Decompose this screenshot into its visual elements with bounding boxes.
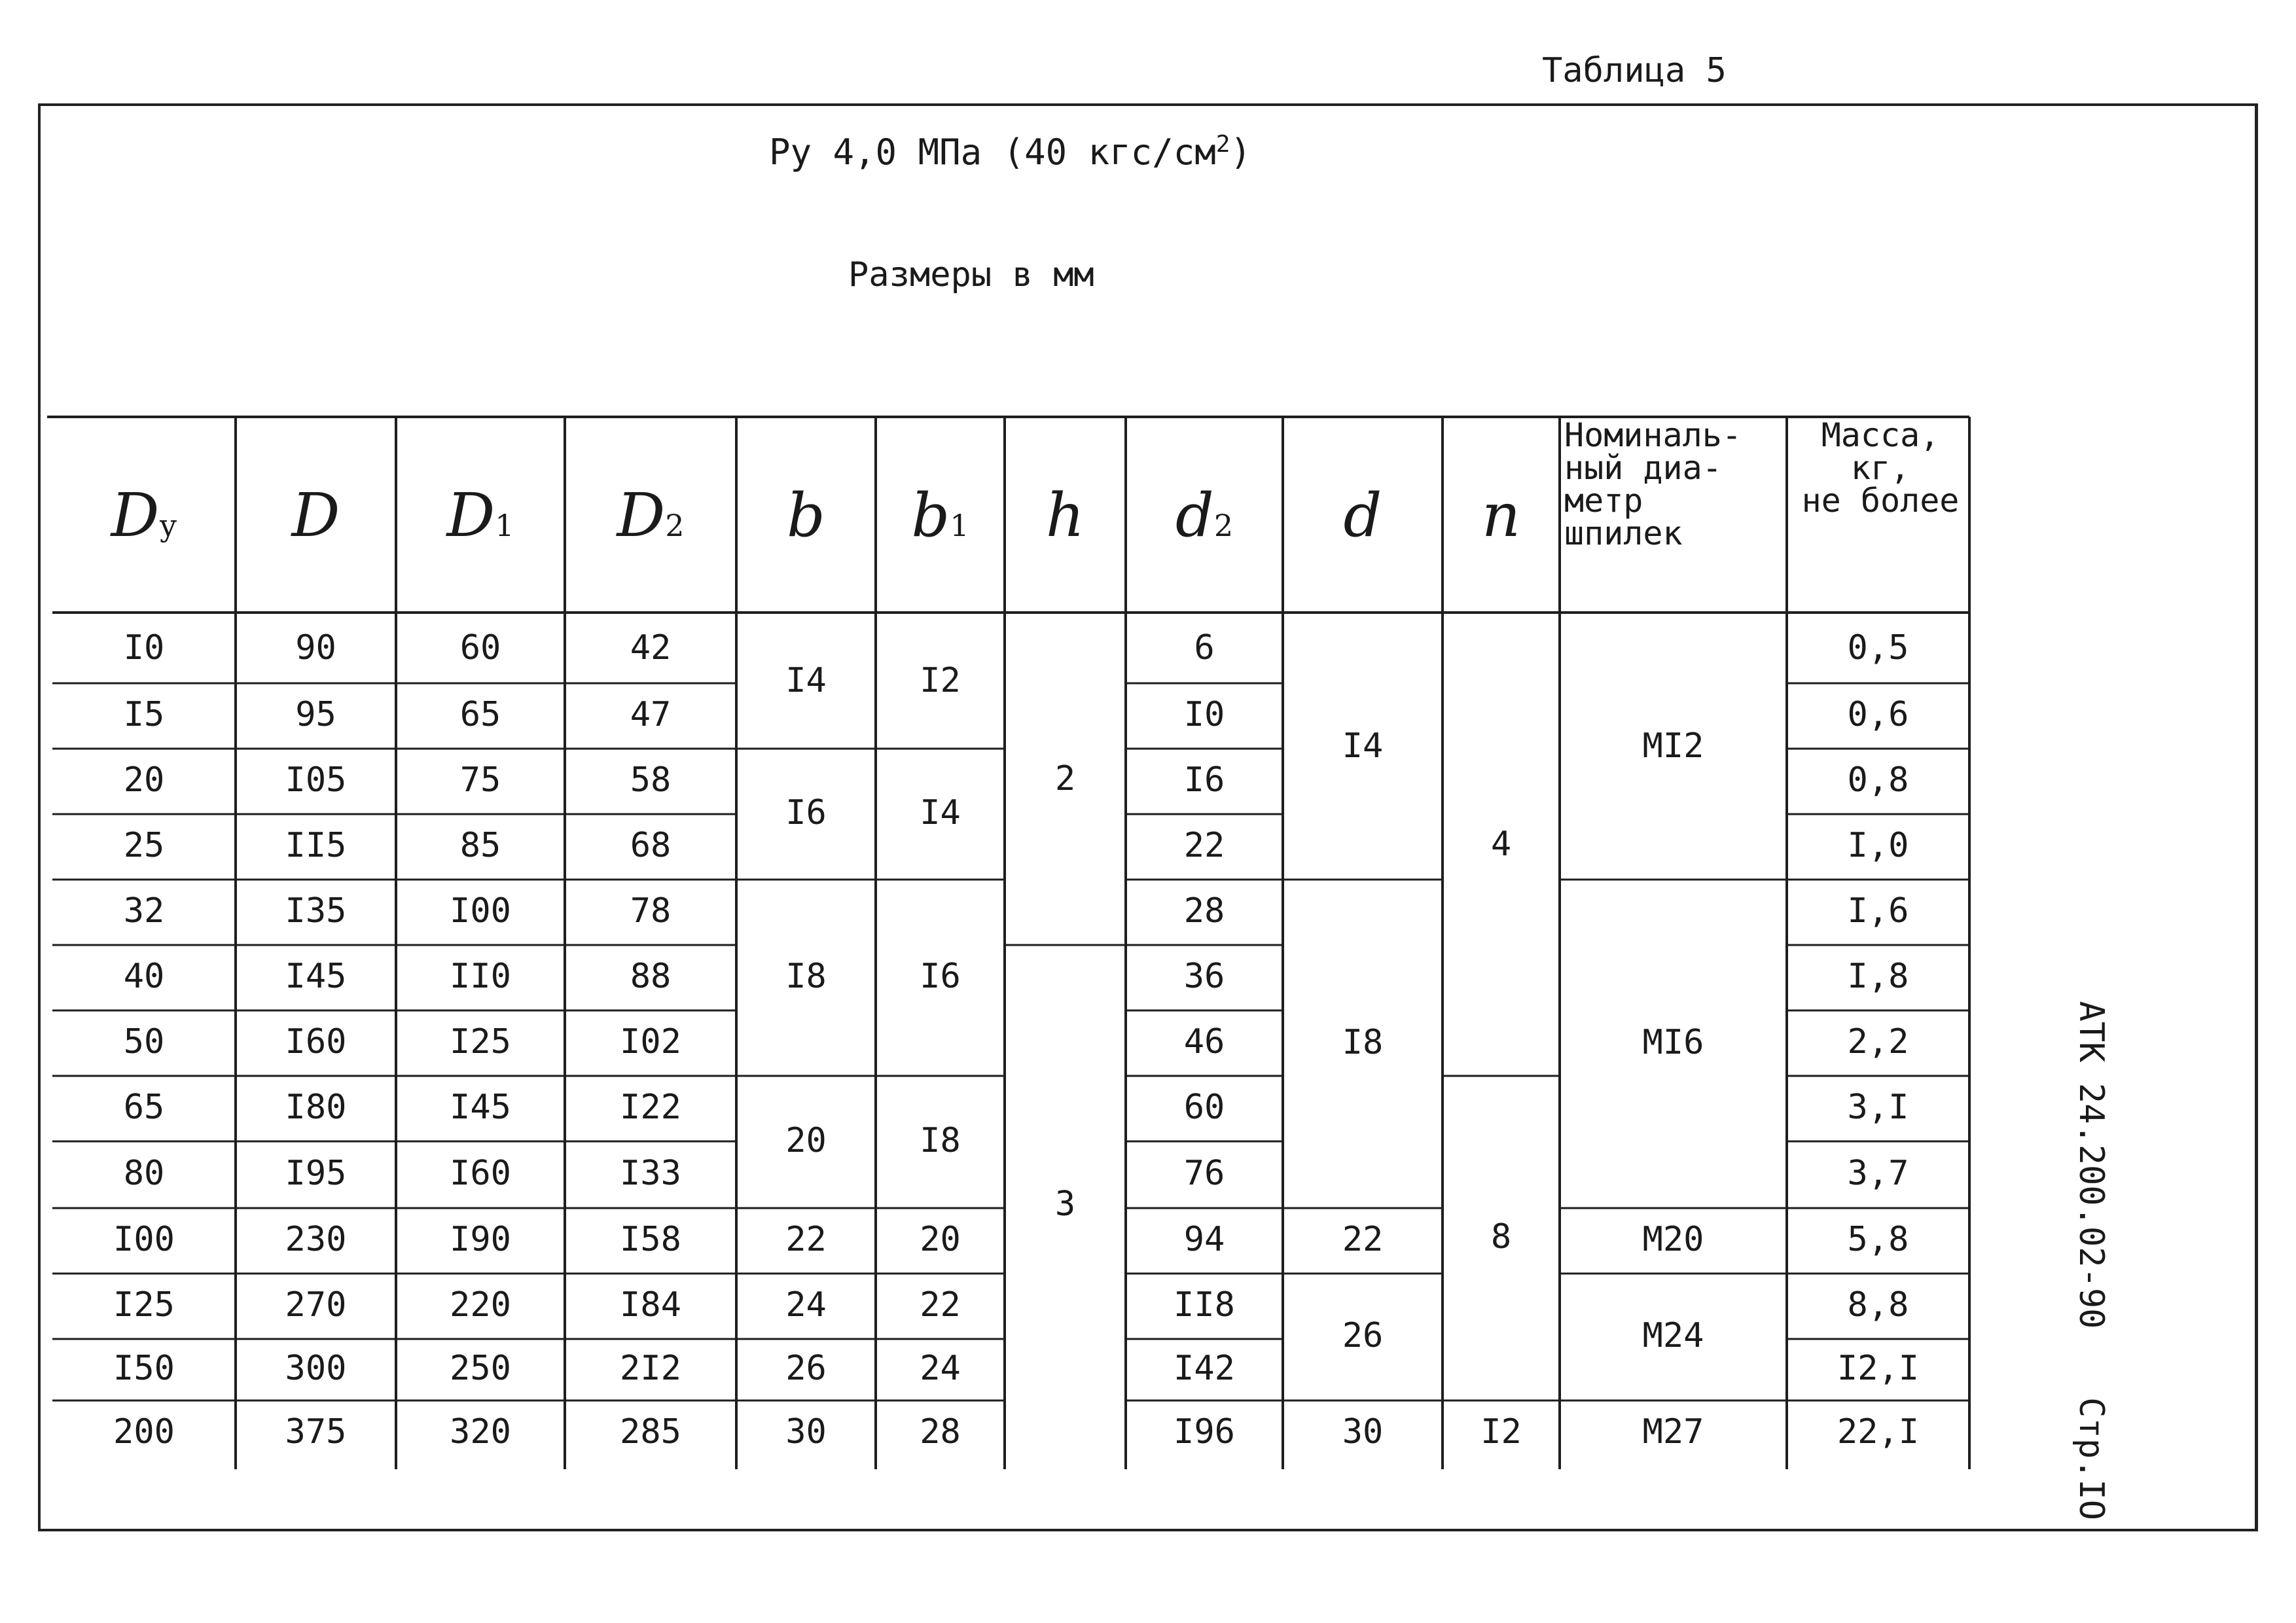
cell-d1: I60 bbox=[450, 1154, 511, 1193]
cell-dy: I25 bbox=[113, 1285, 175, 1325]
cell-dy: I0 bbox=[123, 628, 165, 668]
cell-stud: M27 bbox=[1642, 1412, 1704, 1452]
cell-stud: MI2 bbox=[1642, 726, 1704, 766]
cell-d2: 78 bbox=[630, 891, 672, 931]
cell-d1: I90 bbox=[450, 1220, 511, 1259]
header-d2-small: d2 bbox=[1175, 480, 1234, 550]
cell-b: 24 bbox=[785, 1285, 827, 1325]
cell-d2: 88 bbox=[630, 957, 672, 996]
header-d-outer: D bbox=[291, 480, 340, 550]
cell-mass: 0,8 bbox=[1847, 760, 1909, 800]
cell-d-outer: I60 bbox=[285, 1022, 347, 1061]
cell-d2-small: 60 bbox=[1183, 1088, 1225, 1127]
cell-mass: 0,6 bbox=[1847, 695, 1909, 734]
cell-d1: I00 bbox=[450, 891, 511, 931]
pressure-title: Ру 4,0 МПа (40 кгс/$см^2$) bbox=[769, 131, 1251, 173]
cell-h: 2 bbox=[1054, 759, 1076, 798]
cell-b1: I2 bbox=[920, 661, 961, 700]
cell-mass: 8,8 bbox=[1847, 1285, 1909, 1325]
cell-d2-small: 28 bbox=[1183, 891, 1225, 931]
header-stud-diameter: Номиналь- ный диа- метр шпилек bbox=[1564, 416, 1742, 552]
cell-d1: 250 bbox=[450, 1349, 511, 1388]
cell-d2: I84 bbox=[620, 1285, 681, 1325]
header-b: b bbox=[787, 480, 825, 550]
cell-b1: I4 bbox=[920, 793, 961, 832]
cell-dy: 40 bbox=[123, 957, 165, 996]
cell-mass: I,6 bbox=[1847, 891, 1909, 931]
cell-b: 20 bbox=[785, 1121, 827, 1160]
cell-d2-small: 6 bbox=[1194, 628, 1215, 668]
cell-dy: 200 bbox=[113, 1412, 175, 1452]
cell-b1: 22 bbox=[920, 1285, 961, 1325]
cell-d2-small: 76 bbox=[1183, 1154, 1225, 1193]
cell-mass: I2,I bbox=[1837, 1349, 1920, 1388]
cell-d2-small: I0 bbox=[1183, 695, 1225, 734]
cell-d2: 42 bbox=[630, 628, 672, 668]
cell-b: 30 bbox=[785, 1412, 827, 1452]
cell-d2: I02 bbox=[620, 1022, 681, 1061]
header-dy: Dу bbox=[111, 480, 177, 550]
cell-d-outer: I45 bbox=[285, 957, 347, 996]
cell-d-outer: 270 bbox=[285, 1285, 347, 1325]
cell-d2: 2I2 bbox=[620, 1349, 681, 1388]
cell-b1: 24 bbox=[920, 1349, 961, 1388]
cell-mass: 0,5 bbox=[1847, 628, 1909, 668]
cell-b: I8 bbox=[785, 957, 827, 996]
cell-d2: I58 bbox=[620, 1220, 681, 1259]
cell-stud: M20 bbox=[1642, 1220, 1704, 1259]
header-d1: D1 bbox=[446, 480, 514, 550]
cell-d1: 320 bbox=[450, 1412, 511, 1452]
cell-b1: I6 bbox=[920, 957, 961, 996]
cell-dy: I00 bbox=[113, 1220, 175, 1259]
header-n: n bbox=[1481, 480, 1521, 550]
cell-d1: I45 bbox=[450, 1088, 511, 1127]
cell-d: 26 bbox=[1342, 1316, 1384, 1355]
cell-d2-small: II8 bbox=[1174, 1285, 1235, 1325]
cell-d-outer: II5 bbox=[285, 826, 347, 865]
cell-d2-small: I6 bbox=[1183, 760, 1225, 800]
cell-d-outer: I95 bbox=[285, 1154, 347, 1193]
cell-h: 3 bbox=[1054, 1185, 1076, 1224]
cell-d-outer: 95 bbox=[295, 695, 336, 734]
header-d2: D2 bbox=[617, 480, 685, 550]
cell-d-outer: 300 bbox=[285, 1349, 347, 1388]
cell-b: I4 bbox=[785, 661, 827, 700]
cell-d2: 47 bbox=[630, 695, 672, 734]
cell-dy: 20 bbox=[123, 760, 165, 800]
cell-d: 30 bbox=[1342, 1412, 1384, 1452]
header-b1: b1 bbox=[911, 480, 969, 550]
cell-d-outer: I80 bbox=[285, 1088, 347, 1127]
cell-d-outer: 90 bbox=[295, 628, 336, 668]
cell-stud: M24 bbox=[1642, 1316, 1704, 1355]
cell-d2-small: I42 bbox=[1174, 1349, 1235, 1388]
cell-d2: I22 bbox=[620, 1088, 681, 1127]
cell-mass: 3,7 bbox=[1847, 1154, 1909, 1193]
cell-dy: 80 bbox=[123, 1154, 165, 1193]
cell-n: I2 bbox=[1480, 1412, 1522, 1452]
cell-dy: 65 bbox=[123, 1088, 165, 1127]
cell-d: I4 bbox=[1342, 726, 1384, 766]
cell-d2-small: 22 bbox=[1183, 826, 1225, 865]
table-label: Таблица 5 bbox=[1542, 51, 1727, 90]
cell-d-outer: 230 bbox=[285, 1220, 347, 1259]
cell-b: 22 bbox=[785, 1220, 827, 1259]
cell-mass: 5,8 bbox=[1847, 1220, 1909, 1259]
cell-d2-small: 36 bbox=[1183, 957, 1225, 996]
cell-d1: II0 bbox=[450, 957, 511, 996]
header-h: h bbox=[1045, 480, 1085, 550]
cell-d1: 85 bbox=[459, 826, 501, 865]
cell-mass: 2,2 bbox=[1847, 1022, 1909, 1061]
cell-mass: I,0 bbox=[1847, 826, 1909, 865]
cell-d1: 60 bbox=[459, 628, 501, 668]
cell-b: 26 bbox=[785, 1349, 827, 1388]
cell-d2: 58 bbox=[630, 760, 672, 800]
cell-d-outer: 375 bbox=[285, 1412, 347, 1452]
cell-n: 4 bbox=[1490, 825, 1512, 864]
cell-b: I6 bbox=[785, 793, 827, 832]
cell-d1: I25 bbox=[450, 1022, 511, 1061]
cell-d2: 285 bbox=[620, 1412, 681, 1452]
cell-d2-small: 46 bbox=[1183, 1022, 1225, 1061]
cell-d2: I33 bbox=[620, 1154, 681, 1193]
header-d: d bbox=[1343, 480, 1382, 550]
cell-dy: 32 bbox=[123, 891, 165, 931]
cell-d: I8 bbox=[1342, 1023, 1384, 1062]
cell-d: 22 bbox=[1342, 1220, 1384, 1259]
units-note: Размеры в мм bbox=[848, 255, 1094, 294]
cell-d2-small: I96 bbox=[1174, 1412, 1235, 1452]
cell-dy: I50 bbox=[113, 1349, 175, 1388]
cell-n: 8 bbox=[1490, 1217, 1512, 1257]
cell-d-outer: I05 bbox=[285, 760, 347, 800]
cell-dy: 50 bbox=[123, 1022, 165, 1061]
cell-mass: 3,I bbox=[1847, 1088, 1909, 1127]
cell-d1: 220 bbox=[450, 1285, 511, 1325]
cell-dy: 25 bbox=[123, 826, 165, 865]
cell-mass: 22,I bbox=[1837, 1412, 1920, 1452]
cell-stud: MI6 bbox=[1642, 1023, 1704, 1062]
cell-b1: 28 bbox=[920, 1412, 961, 1452]
cell-d2-small: 94 bbox=[1183, 1220, 1225, 1259]
cell-d2: 68 bbox=[630, 826, 672, 865]
cell-d-outer: I35 bbox=[285, 891, 347, 931]
cell-d1: 75 bbox=[459, 760, 501, 800]
document-code: АТК 24.200.02-90 bbox=[2072, 1001, 2111, 1329]
cell-d1: 65 bbox=[459, 695, 501, 734]
page-number: Стр.IO bbox=[2072, 1397, 2111, 1520]
cell-b1: 20 bbox=[920, 1220, 961, 1259]
cell-mass: I,8 bbox=[1847, 957, 1909, 996]
cell-dy: I5 bbox=[123, 695, 165, 734]
header-mass: Масса, кг, не более bbox=[1801, 416, 1960, 520]
cell-b1: I8 bbox=[920, 1121, 961, 1160]
